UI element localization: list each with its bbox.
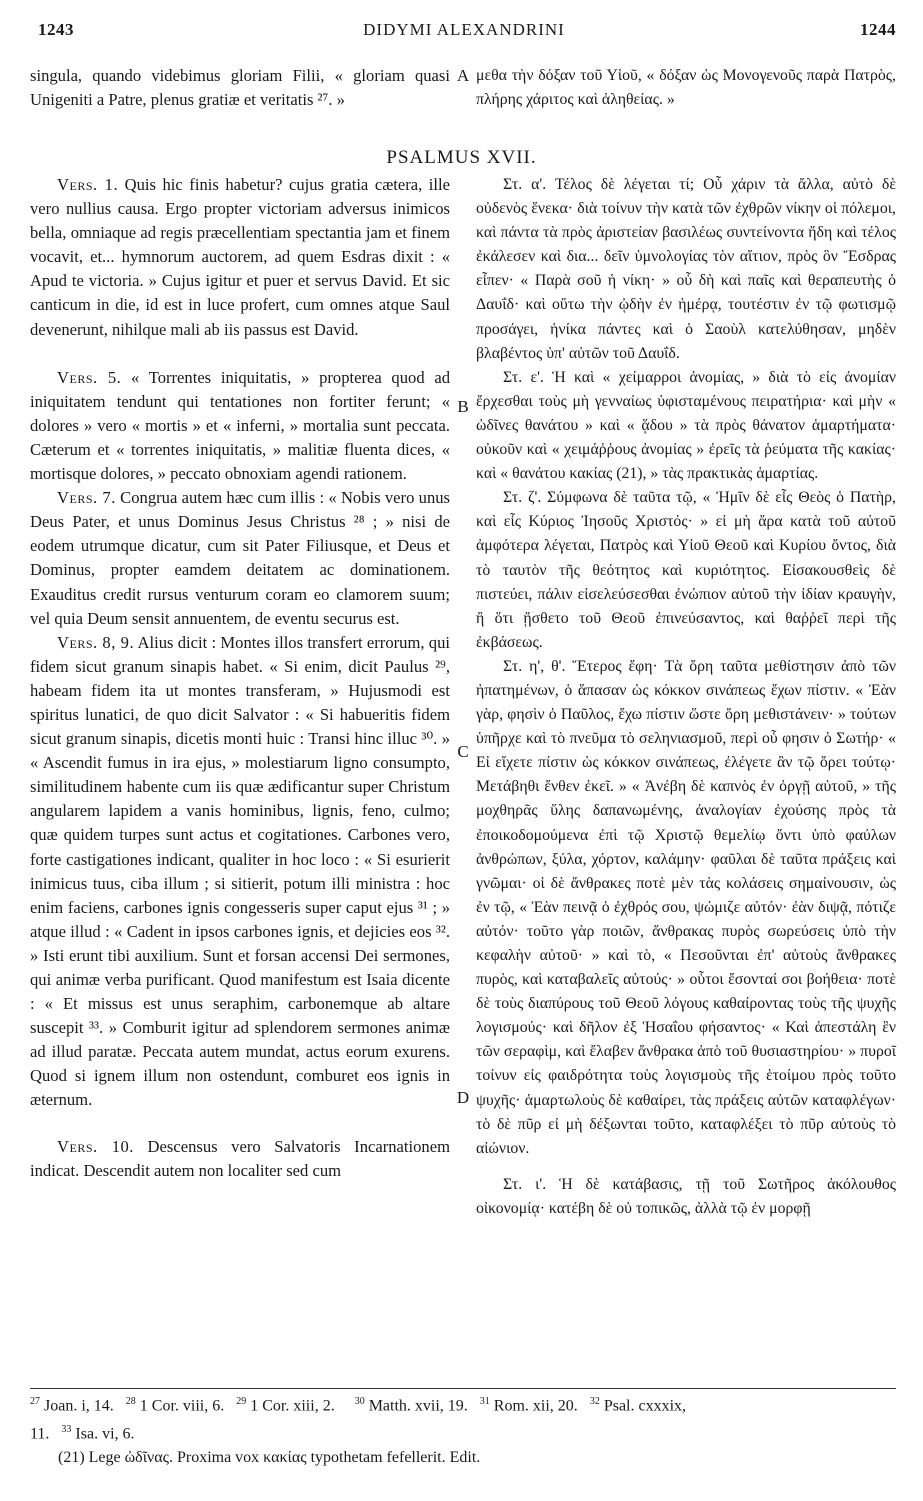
footnote-number: 30 xyxy=(354,1396,365,1407)
editor-note: (21) Lege ὠδῖνας. Proxima vox κακίας typothetam fefellerit. Edit. xyxy=(58,1449,481,1466)
running-header xyxy=(30,20,898,48)
footnote-number: 32 xyxy=(589,1396,600,1407)
margin-letter-b: B xyxy=(457,397,469,416)
footnote-text: Isa. vi, 6. xyxy=(75,1425,135,1443)
footnote-text: Matth. xvii, 19. xyxy=(368,1397,468,1415)
running-title: DIDYMI ALEXANDRINI xyxy=(363,20,565,39)
latin-column xyxy=(30,173,450,1183)
margin-letter-a: A xyxy=(456,66,470,85)
footnote-text: Rom. xii, 20. xyxy=(493,1397,578,1415)
footnote-text: Joan. i, 14. xyxy=(44,1397,114,1415)
greek-column xyxy=(476,173,896,1221)
latin-verse-8-9 xyxy=(30,631,450,1113)
verse-label: Vers. 1. xyxy=(57,175,119,194)
intro-latin-text: singula, quando videbimus gloriam Filii, « gloriam quasi Unigeniti a Patre, plenus gratiæ et veritatis ²⁷. » xyxy=(30,66,450,110)
greek-verse-1: Στ. α'. Τέλος δὲ λέγεται τί; Οὗ χάριν τὰ ἄλλα, αὐτὸ δὲ οὐδενὸς ἕνεκα· διὰ τοίνυν τὴν κατὰ τῶν ἐχθρῶν νίκην οἱ πόλεμοι, καὶ πάντα τὰ πρὸς ἀριστείαν βασιλέως συντείνοντα ἤδη καὶ τέλος ἐκάλεσεν καὶ δια... δεῖν ὑμνολογίας τὸν αἴτιον, πρὸς ὃν Ἔσδρας εἶπεν· « Παρὰ σοῦ ἡ νίκη· » οὗ δὴ καὶ παῖς καὶ θεραπευτὴς ὁ Δαυΐδ· καὶ οὕτω τὴν ᾠδὴν ἐν ἡμέρᾳ, τουτέστιν ἐν τῷ φωτισμῷ προσάγει, ἡνίκα πάντες καὶ ὁ Σαοὺλ κατελύθησαν, μηδὲν βλαβέντος ὑπ' αὐτῶν τοῦ Δαυΐδ. xyxy=(476,176,896,362)
latin-verse-1 xyxy=(30,173,450,342)
intro-greek-text: μεθα τὴν δόξαν τοῦ Υἱοῦ, « δόξαν ὡς Μονογενοῦς παρὰ Πατρὸς, πλήρης χάριτος καὶ ἀληθείας. » xyxy=(476,67,896,109)
footnote-text: 11. xyxy=(30,1425,50,1443)
latin-verse-7 xyxy=(30,486,450,631)
footnote-number: 28 xyxy=(125,1396,136,1407)
verse-text: « Torrentes iniquitatis, » propterea quod ad iniquitatem tendunt qui tentationes non fortiter ferunt; « dolores » vero « mortis » et « inferni, » mortalia sunt peccata. Cæterum et « torrentes iniquitatis, » malitiæ fluenta dices, « mortisque dolores, » peccato obnoxiam agendi rationem. xyxy=(30,367,450,484)
margin-letter-c: C xyxy=(457,742,469,761)
verse-text: Alius dicit : Montes illos transfert errorum, qui fidem sicut granum sinapis habet. « Si enim, dicit Paulus ²⁹, habeam fidem ita ut montes transferam, » Hujusmodi est spiritus lunatici, de quo dicit Salvator : « Si habueritis fidem sicut granum sinapis, dicetis monti huic : Transi hinc illuc ³⁰. » « Ascendit fumus in ira ejus, » molestiarum ligno consumpto, similitudinem habente cum iis quæ ædificantur super Christum angularem lapidem a vanis hominibus, lignis, feno, culmo; quæ quidem turpes sunt actus et cogitationes. Carbones vero, forte castigationes indicant, qualiter in hoc loco : « Si esurierit inimicus tuus, ciba illum ; si sitierit, potum illi ministra : hoc enim faciens, carbones ignis congesseris super caput ejus ³¹ ; » atque illud : « Cadent in ipsos carbones ignis, et dejicies eos ³². » Isti erunt tibi auxilium. Sunt et forsan accensi Dei sermones, qui animæ verba purificant. Quod manifestum est Isaia dicente : « Et missus est unus seraphim, carbonemque ab altare suscepit ³³. » Comburit igitur ad splendorem sermones animæ ad illud paratæ. Peccata autem mundat, actus eorum exurens. Quod si ignem illum non ostendunt, comburet eos ignis in æternum. xyxy=(30,632,451,1110)
right-page-number: 1244 xyxy=(860,20,896,39)
latin-verse-5 xyxy=(30,366,450,486)
footnote-number: 31 xyxy=(479,1396,490,1407)
intro-latin xyxy=(30,64,450,112)
verse-label: Vers. 8, 9. xyxy=(57,632,135,652)
greek-verse-5: Στ. ε'. Ἡ καὶ « χείμαρροι ἀνομίας, » διὰ τὸ εἰς ἀνομίαν ἔρχεσθαι τοὺς μὴ γενναίως ὑφισταμένους πειρατήρια· καὶ μὴν « ὠδῖνες θανάτου » καὶ « ᾅδου » τὰ πρὸς θάνατον ἁμαρτήματα· οὐκοῦν καὶ « χειμάῤῥους ἀνομίας » ἐρεῖς τὰ ῥεύματα τῆς κακίας· καὶ « θανάτου κακίας (21), » τὰς πρακτικὰς ἁμαρτίας. xyxy=(476,368,896,483)
greek-verse-10: Στ. ι'. Ἡ δὲ κατάβασις, τῇ τοῦ Σωτῆρος ἀκόλουθος οἰκονομίᾳ· κατέβη δὲ οὐ τοπικῶς, ἀλλὰ τῷ ἐν μορφῇ xyxy=(476,1175,896,1217)
verse-text: Descensus vero Salvatoris Incarnationem indicat. Descendit autem non localiter sed cum xyxy=(30,1136,451,1180)
verse-text: Quis hic finis habetur? cujus gratia cætera, ille vero nullius causa. Ergo propter victoriam adversus inimicos bella, omniaque ad regis præcellentiam spectantia jam et finem vocavit, et... hymnorum auctorem, ad quem Esdras dixit : « Apud te victoria. » Cujus igitur et puer et servus David. Et sic canticum in die, id est in luce profert, cum omnes atque Saul devenerunt, nihilque mali ab iis passus est David. xyxy=(30,175,450,339)
greek-verse-8-9: Στ. η', θ'. Ἕτερος ἔφη· Τὰ ὄρη ταῦτα μεθίστησιν ἀπὸ τῶν ἠπατημένων, ὁ ἅπασαν ὡς κόκκον σινάπεως ἔχων πίστιν. « Ἐὰν γὰρ, φησὶν ὁ Παῦλος, ἔχω πίστιν ὥστε ὄρη μεθιστάνειν· » τούτων ὑπῆρχε καὶ τὸ πνεῦμα τὸ σεληνιασμοῦ, περὶ οὗ φησιν ὁ Σωτήρ· « Εἰ εἴχετε πίστιν ὡς κόκκον σινάπεως, ἐλέγετε ἂν τῷ ὄρει τούτῳ· Μετάβηθι ἔνθεν ἐκεῖ. » « Ἀνέβη δὲ καπνὸς ἐν ὀργῇ αὐτοῦ, » τῆς μοχθηρᾶς ὕλης δαπανωμένης, ἀναλογίαν ἐχούσης πρὸς τὰ ἐποικοδομούμενα ἐπὶ τῷ Χριστῷ θεμελίῳ ὄντι ὑπὸ φαύλων ἀνθρώπων, ξύλα, χόρτον, καλάμην· φαῦλαι δὲ ταῦτα πράξεις καὶ γνῶμαι· οἱ δὲ ἄνθρακες ποτὲ μὲν τὰς κολάσεις σημαίνουσιν, ὡς ἐν τῷ, « Ἐὰν πεινᾷ ὁ ἐχθρός σου, ψώμιζε αὐτόν· ἐὰν διψᾷ, πότιζε αὐτόν· τοῦτο γὰρ ποιῶν, ἄνθρακας πυρὸς σωρεύσεις ὑπὸ τὴν κεφαλὴν αὐτοῦ· » καὶ τὸ, « Πεσοῦνται ἐπ' αὐτοὺς ἄνθρακες πυρὸς, καὶ καταβαλεῖς αὐτούς· » οὗτοι ἔσονταί σοι βοήθεια· ποτὲ δὲ τοὺς διαπύρους τοῦ Θεοῦ λόγους καθαίροντας τοὺς τῆς ψυχῆς λογισμούς· καὶ δῆλον ἐξ Ἡσαΐου φήσαντος· « Καὶ ἀπεστάλη ἓν τῶν σεραφὶμ, καὶ ἔλαβεν ἄνθρακα ἀπὸ τοῦ θυσιαστηρίου· » πυροῖ τοίνυν εἰς φαιδρότητα τοὺς λογισμοὺς τῆς ἑτοίμου πρὸς τοῦτο ψυχῆς· ἁμαρτωλοὺς δὲ καθαίρει, τὰς πράξεις αὐτῶν καταφλέγων· τὸ δὲ πῦρ εἰ μὴ δέξωνται τοῦτο, καταφλέξει τὸ πῦρ αὐτοὺς τὸ αἰώνιον. xyxy=(476,657,896,1157)
verse-label: Vers. 10. xyxy=(57,1136,134,1156)
latin-verse-10 xyxy=(30,1135,450,1183)
intro-greek xyxy=(476,64,896,112)
verse-label: Vers. 7. xyxy=(57,488,116,508)
footnotes xyxy=(30,1390,896,1447)
footnote-number: 29 xyxy=(236,1396,247,1407)
margin-letter-d: D xyxy=(456,1088,470,1107)
footnote-rule xyxy=(30,1388,896,1389)
left-page-number: 1243 xyxy=(38,20,74,39)
greek-verse-7: Στ. ζ'. Σύμφωνα δὲ ταῦτα τῷ, « Ἡμῖν δὲ εἷς Θεὸς ὁ Πατὴρ, καὶ εἷς Κύριος Ἰησοῦς Χριστός· » εἰ μὴ ἄρα κατὰ τοῦ αὐτοῦ ἀμφότερα λέγεται, Πατρὸς καὶ Υἱοῦ Θεοῦ καὶ Κυρίου ὄντος, διὰ τὸ ταυτὸν τῆς θεότητος καὶ κυριότητος. Εἰσακουσθεὶς δὲ πιστεύει, πάλιν εἰσελεύσεσθαι ἐνώπιον αὐτοῦ τὴν ἰδίαν κραυγὴν, ἢ ὅτι ᾔσθετο τοῦ Θεοῦ ἐπινεύσαντος, καὶ θαῤῥεῖ περὶ τῆς ἐκβάσεως. xyxy=(476,489,896,651)
footnote-number: 33 xyxy=(61,1424,72,1436)
footnote-line-2 xyxy=(30,1418,896,1446)
verse-label: Vers. 5. xyxy=(57,367,122,387)
footnote-number: 27 xyxy=(30,1396,40,1407)
footnote-text: 1 Cor. viii, 6. xyxy=(139,1397,225,1415)
psalm-heading: PSALMUS XVII. xyxy=(386,147,537,168)
verse-text: Congrua autem hæc cum illis : « Nobis vero unus Deus Pater, et unus Dominus Jesus Christus ²⁸ ; » nisi de eodem utrumque dicatur, cum sit Pater Filiusque, et Deus et Dominus, propter eamdem deitatem ac dominationem. Exauditus credit rursus venturum coram eo clamorem suum; vel quia Deum sensit annuentem, de eventu securus est. xyxy=(30,488,450,628)
footnote-text: Psal. cxxxix, xyxy=(603,1397,687,1415)
footnote-line-1 xyxy=(30,1390,896,1418)
footnote-text: 1 Cor. xiii, 2. xyxy=(250,1397,335,1415)
